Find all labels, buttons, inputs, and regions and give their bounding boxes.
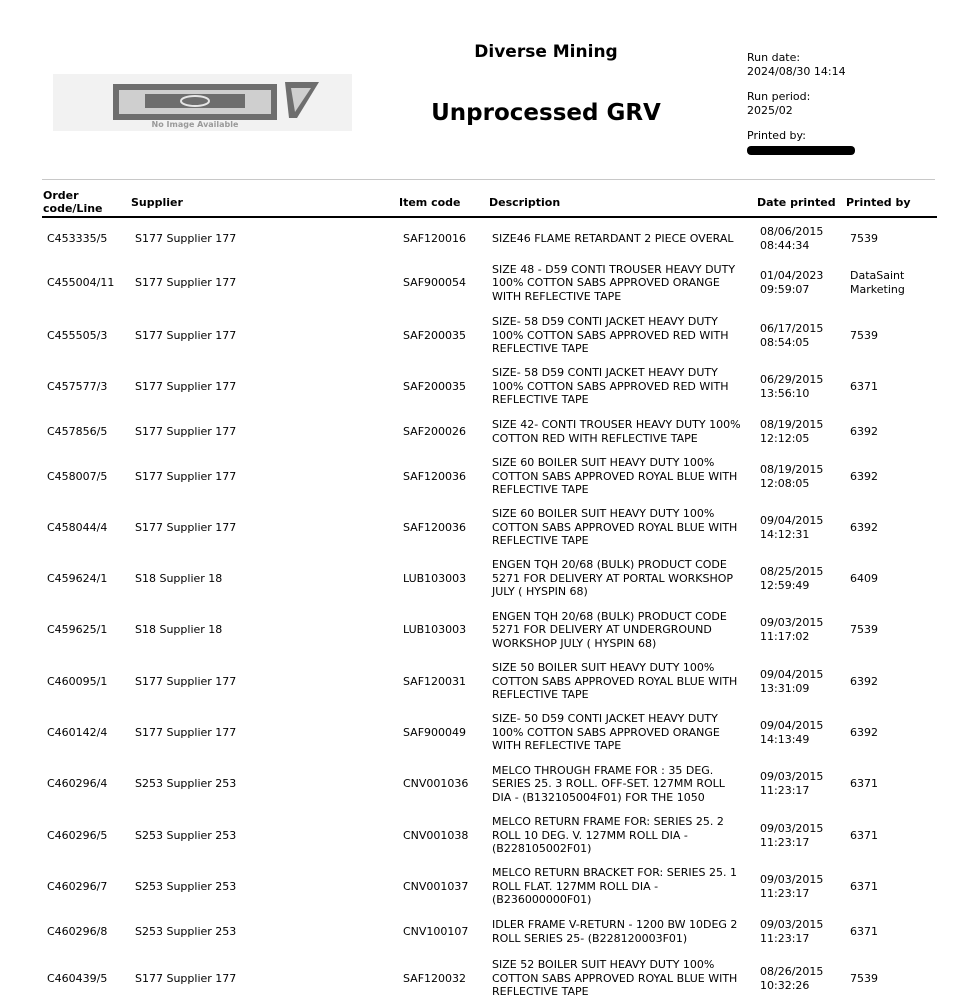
date-printed-cell xyxy=(760,222,845,256)
order-cell xyxy=(47,310,131,361)
description-cell xyxy=(492,656,754,707)
printed-by-cell-text: 6392 xyxy=(850,424,878,438)
item-code-cell xyxy=(403,502,485,553)
date-printed-cell xyxy=(760,912,845,952)
description-cell-text: SIZE 60 BOILER SUIT HEAVY DUTY 100% COTTON SABS APPROVED ROYAL BLUE WITH REFLECTIVE TAPE xyxy=(492,456,738,497)
date-printed-cell-text: 08/19/2015 12:12:05 xyxy=(760,417,824,445)
description-cell-text: SIZE 60 BOILER SUIT HEAVY DUTY 100% COTTON SABS APPROVED ROYAL BLUE WITH REFLECTIVE TAPE xyxy=(492,507,738,548)
description-cell-text: SIZE 50 BOILER SUIT HEAVY DUTY 100% COTTON SABS APPROVED ROYAL BLUE WITH REFLECTIVE TAPE xyxy=(492,661,738,702)
description-cell-text: SIZE- 58 D59 CONTI JACKET HEAVY DUTY 100% COTTON SABS APPROVED RED WITH REFLECTIVE TAPE xyxy=(492,366,729,407)
supplier-cell-text: S177 Supplier 177 xyxy=(135,276,237,290)
item-code-cell xyxy=(403,222,485,256)
printed-by-cell xyxy=(850,310,935,361)
description-cell xyxy=(492,553,754,604)
date-printed-cell xyxy=(760,861,845,912)
item-code-cell-text: CNV001037 xyxy=(403,879,469,893)
supplier-cell-text: S253 Supplier 253 xyxy=(135,777,237,791)
item-code-cell-text: CNV100107 xyxy=(403,925,469,939)
order-cell-text: C459625/1 xyxy=(47,623,108,637)
order-cell xyxy=(47,553,131,604)
printed-by-cell-text: 6392 xyxy=(850,520,878,534)
order-cell xyxy=(47,361,131,412)
supplier-cell-text: S253 Supplier 253 xyxy=(135,879,237,893)
item-code-cell xyxy=(403,256,485,310)
order-cell xyxy=(47,412,131,451)
order-cell-text: C460296/5 xyxy=(47,828,108,842)
item-code-cell-text: SAF200035 xyxy=(403,328,467,342)
date-printed-cell-text: 08/19/2015 12:08:05 xyxy=(760,462,824,490)
description-cell-text: SIZE46 FLAME RETARDANT 2 PIECE OVERAL xyxy=(492,232,734,246)
description-cell-text: MELCO RETURN BRACKET FOR: SERIES 25. 1 ROLL FLAT. 127MM ROLL DIA - (B236000000F01) xyxy=(492,866,738,907)
order-cell xyxy=(47,912,131,952)
date-printed-cell-text: 09/04/2015 14:12:31 xyxy=(760,513,824,541)
supplier-cell-text: S177 Supplier 177 xyxy=(135,379,237,393)
description-cell xyxy=(492,861,754,912)
order-cell xyxy=(47,502,131,553)
column-header-underline xyxy=(42,216,937,218)
supplier-cell xyxy=(135,451,395,502)
description-cell xyxy=(492,310,754,361)
printed-by-cell-text: 6371 xyxy=(850,879,878,893)
description-cell-text: ENGEN TQH 20/68 (BULK) PRODUCT CODE 5271 FOR DELIVERY AT PORTAL WORKSHOP JULY ( HYSPIN 68) xyxy=(492,558,734,599)
item-code-cell-text: SAF120031 xyxy=(403,674,467,688)
printed-by-cell-text: 7539 xyxy=(850,232,878,246)
supplier-cell xyxy=(135,952,395,1005)
run-period-block xyxy=(747,90,810,118)
date-printed-cell-text: 09/04/2015 13:31:09 xyxy=(760,667,824,695)
item-code-cell-text: SAF900049 xyxy=(403,725,467,739)
printed-by-cell-text: DataSaint Marketing xyxy=(850,269,905,296)
date-printed-cell xyxy=(760,604,845,656)
printed-by-cell xyxy=(850,553,935,604)
date-printed-cell-text: 09/03/2015 11:17:02 xyxy=(760,616,824,643)
item-code-cell-text: CNV001036 xyxy=(403,777,469,791)
table-row xyxy=(0,810,975,861)
printed-by-cell xyxy=(850,952,935,1005)
item-code-cell xyxy=(403,310,485,361)
description-cell xyxy=(492,604,754,656)
description-cell-text: SIZE 52 BOILER SUIT HEAVY DUTY 100% COTTON SABS APPROVED ROYAL BLUE WITH REFLECTIVE TAPE xyxy=(492,958,738,999)
supplier-cell-text: S177 Supplier 177 xyxy=(135,674,237,688)
supplier-cell-text: S18 Supplier 18 xyxy=(135,571,223,585)
description-cell xyxy=(492,412,754,451)
printed-by-cell xyxy=(850,412,935,451)
item-code-cell-text: SAF120036 xyxy=(403,520,467,534)
item-code-cell xyxy=(403,810,485,861)
supplier-cell xyxy=(135,810,395,861)
table-row xyxy=(0,502,975,553)
supplier-cell xyxy=(135,502,395,553)
description-cell xyxy=(492,451,754,502)
table-row xyxy=(0,222,975,256)
item-code-cell xyxy=(403,412,485,451)
date-printed-cell-text: 06/29/2015 13:56:10 xyxy=(760,372,824,400)
table-row xyxy=(0,256,975,310)
printed-by-cell xyxy=(850,810,935,861)
table-row xyxy=(0,451,975,502)
column-header-item-code: Item code xyxy=(399,195,461,209)
company-logo xyxy=(53,74,352,131)
item-code-cell xyxy=(403,707,485,758)
printed-by-cell-text: 6409 xyxy=(850,571,878,585)
description-cell xyxy=(492,707,754,758)
order-cell-text: C457856/5 xyxy=(47,424,108,438)
printed-by-cell xyxy=(850,222,935,256)
description-cell-text: SIZE- 58 D59 CONTI JACKET HEAVY DUTY 100% COTTON SABS APPROVED RED WITH REFLECTIVE TAPE xyxy=(492,315,729,356)
run-date-label: Run date: xyxy=(747,51,801,64)
header-divider xyxy=(42,179,935,180)
order-cell xyxy=(47,656,131,707)
column-header-date-printed: Date printed xyxy=(757,195,836,209)
date-printed-cell xyxy=(760,256,845,310)
printed-by-cell xyxy=(850,604,935,656)
printed-by-cell xyxy=(850,707,935,758)
date-printed-cell xyxy=(760,361,845,412)
supplier-cell xyxy=(135,912,395,952)
date-printed-cell xyxy=(760,656,845,707)
description-cell-text: MELCO RETURN FRAME FOR: SERIES 25. 2 ROLL 10 DEG. V. 127MM ROLL DIA - (B228105002F01) xyxy=(492,815,724,856)
supplier-cell-text: S177 Supplier 177 xyxy=(135,971,237,985)
description-cell xyxy=(492,758,754,810)
printed-by-cell-text: 6371 xyxy=(850,379,878,393)
item-code-cell xyxy=(403,758,485,810)
printed-by-cell xyxy=(850,256,935,310)
order-cell-text: C455004/11 xyxy=(47,276,115,290)
supplier-cell-text: S177 Supplier 177 xyxy=(135,520,237,534)
order-cell xyxy=(47,758,131,810)
date-printed-cell-text: 09/03/2015 11:23:17 xyxy=(760,770,824,797)
date-printed-cell-text: 01/04/2023 09:59:07 xyxy=(760,269,824,296)
order-cell xyxy=(47,952,131,1005)
supplier-cell xyxy=(135,707,395,758)
printed-by-cell-text: 6371 xyxy=(850,925,878,939)
item-code-cell-text: SAF200026 xyxy=(403,424,467,438)
order-cell-text: C455505/3 xyxy=(47,328,108,342)
table-row xyxy=(0,412,975,451)
order-cell xyxy=(47,604,131,656)
item-code-cell xyxy=(403,451,485,502)
printed-by-cell-text: 6371 xyxy=(850,777,878,791)
order-cell-text: C460439/5 xyxy=(47,971,108,985)
description-cell-text: ENGEN TQH 20/68 (BULK) PRODUCT CODE 5271 FOR DELIVERY AT UNDERGROUND WORKSHOP JULY ( HYSPIN 68) xyxy=(492,609,727,650)
table-row xyxy=(0,361,975,412)
table-row xyxy=(0,604,975,656)
printed-by-cell xyxy=(850,451,935,502)
date-printed-cell-text: 08/25/2015 12:59:49 xyxy=(760,564,824,592)
supplier-cell xyxy=(135,604,395,656)
description-cell xyxy=(492,256,754,310)
description-cell-text: SIZE- 50 D59 CONTI JACKET HEAVY DUTY 100% COTTON SABS APPROVED ORANGE WITH REFLECTIVE TAPE xyxy=(492,712,720,753)
description-cell xyxy=(492,912,754,952)
item-code-cell xyxy=(403,553,485,604)
date-printed-cell xyxy=(760,707,845,758)
printed-by-cell-text: 7539 xyxy=(850,971,878,985)
printed-by-cell xyxy=(850,502,935,553)
order-cell-text: C460296/8 xyxy=(47,925,108,939)
description-cell xyxy=(492,502,754,553)
printed-by-cell xyxy=(850,656,935,707)
supplier-cell-text: S177 Supplier 177 xyxy=(135,725,237,739)
supplier-cell-text: S177 Supplier 177 xyxy=(135,232,237,246)
table-row xyxy=(0,758,975,810)
item-code-cell xyxy=(403,361,485,412)
item-code-cell-text: SAF120016 xyxy=(403,232,467,246)
description-cell-text: SIZE 42- CONTI TROUSER HEAVY DUTY 100% COTTON RED WITH REFLECTIVE TAPE xyxy=(492,417,741,445)
item-code-cell xyxy=(403,604,485,656)
supplier-cell-text: S253 Supplier 253 xyxy=(135,925,237,939)
order-cell xyxy=(47,707,131,758)
column-header-printed-by: Printed by xyxy=(846,195,911,209)
description-cell xyxy=(492,810,754,861)
date-printed-cell xyxy=(760,412,845,451)
printed-by-cell xyxy=(850,861,935,912)
run-period-value: 2025/02 xyxy=(747,104,793,117)
date-printed-cell xyxy=(760,553,845,604)
date-printed-cell xyxy=(760,758,845,810)
description-cell xyxy=(492,222,754,256)
item-code-cell-text: SAF900054 xyxy=(403,276,467,290)
supplier-cell xyxy=(135,758,395,810)
description-cell-text: IDLER FRAME V-RETURN - 1200 BW 10DEG 2 ROLL SERIES 25- (B228120003F01) xyxy=(492,918,738,945)
supplier-cell xyxy=(135,310,395,361)
date-printed-cell xyxy=(760,810,845,861)
supplier-cell xyxy=(135,553,395,604)
report-title: Unprocessed GRV xyxy=(431,100,661,126)
table-row xyxy=(0,952,975,1005)
supplier-cell xyxy=(135,222,395,256)
supplier-cell-text: S253 Supplier 253 xyxy=(135,828,237,842)
order-cell xyxy=(47,222,131,256)
table-row xyxy=(0,553,975,604)
order-cell-text: C460095/1 xyxy=(47,674,108,688)
column-header-supplier: Supplier xyxy=(131,195,183,209)
printed-by-cell-text: 6371 xyxy=(850,828,878,842)
table-row xyxy=(0,310,975,361)
supplier-cell-text: S177 Supplier 177 xyxy=(135,424,237,438)
item-code-cell-text: SAF200035 xyxy=(403,379,467,393)
description-cell-text: MELCO THROUGH FRAME FOR : 35 DEG. SERIES 25. 3 ROLL. OFF-SET. 127MM ROLL DIA - (B132105004F01) FOR THE 1050 xyxy=(492,763,725,804)
order-cell-text: C459624/1 xyxy=(47,571,108,585)
column-header-description: Description xyxy=(489,195,561,209)
order-cell-text: C453335/5 xyxy=(47,232,108,246)
supplier-cell-text: S18 Supplier 18 xyxy=(135,623,223,637)
printed-by-cell xyxy=(850,361,935,412)
printed-by-cell xyxy=(850,912,935,952)
item-code-cell xyxy=(403,656,485,707)
table-row xyxy=(0,912,975,952)
item-code-cell xyxy=(403,861,485,912)
company-name: Diverse Mining xyxy=(474,42,618,62)
run-period-label: Run period: xyxy=(747,90,811,103)
date-printed-cell-text: 09/04/2015 14:13:49 xyxy=(760,718,824,746)
table-row xyxy=(0,861,975,912)
printed-by-cell xyxy=(850,758,935,810)
order-cell-text: C460296/4 xyxy=(47,777,108,791)
order-cell-text: C460142/4 xyxy=(47,725,108,739)
order-cell-text: C457577/3 xyxy=(47,379,108,393)
description-cell-text: SIZE 48 - D59 CONTI TROUSER HEAVY DUTY 100% COTTON SABS APPROVED ORANGE WITH REFLECTIVE TAPE xyxy=(492,262,736,303)
item-code-cell xyxy=(403,952,485,1005)
date-printed-cell-text: 09/03/2015 11:23:17 xyxy=(760,918,824,945)
date-printed-cell-text: 08/06/2015 08:44:34 xyxy=(760,225,824,252)
date-printed-cell xyxy=(760,952,845,1005)
order-cell xyxy=(47,256,131,310)
run-date-block xyxy=(747,51,846,79)
item-code-cell-text: CNV001038 xyxy=(403,828,469,842)
printed-by-cell-text: 7539 xyxy=(850,328,878,342)
supplier-cell-text: S177 Supplier 177 xyxy=(135,469,237,483)
supplier-cell xyxy=(135,361,395,412)
date-printed-cell-text: 08/26/2015 10:32:26 xyxy=(760,964,824,992)
date-printed-cell-text: 09/03/2015 11:23:17 xyxy=(760,872,824,900)
order-cell-text: C458007/5 xyxy=(47,469,108,483)
order-cell-text: C458044/4 xyxy=(47,520,108,534)
item-code-cell-text: LUB103003 xyxy=(403,571,467,585)
item-code-cell-text: SAF120032 xyxy=(403,971,467,985)
table-row xyxy=(0,656,975,707)
item-code-cell-text: SAF120036 xyxy=(403,469,467,483)
description-cell xyxy=(492,952,754,1005)
supplier-cell xyxy=(135,656,395,707)
date-printed-cell xyxy=(760,502,845,553)
description-cell xyxy=(492,361,754,412)
table-row xyxy=(0,707,975,758)
printed-by-cell-text: 6392 xyxy=(850,674,878,688)
order-cell xyxy=(47,451,131,502)
printed-by-cell-text: 6392 xyxy=(850,725,878,739)
supplier-cell xyxy=(135,861,395,912)
no-image-placeholder-icon xyxy=(53,74,352,131)
printed-by-block xyxy=(747,129,855,155)
column-header-order: Order code/Line xyxy=(43,189,103,215)
supplier-cell xyxy=(135,412,395,451)
order-cell xyxy=(47,810,131,861)
grv-table xyxy=(0,222,975,1005)
date-printed-cell xyxy=(760,451,845,502)
order-cell xyxy=(47,861,131,912)
date-printed-cell-text: 06/17/2015 08:54:05 xyxy=(760,321,824,349)
order-cell-text: C460296/7 xyxy=(47,879,108,893)
item-code-cell-text: LUB103003 xyxy=(403,623,467,637)
supplier-cell xyxy=(135,256,395,310)
printed-by-cell-text: 6392 xyxy=(850,469,878,483)
date-printed-cell xyxy=(760,310,845,361)
date-printed-cell-text: 09/03/2015 11:23:17 xyxy=(760,821,824,849)
printed-by-label: Printed by: xyxy=(747,129,806,142)
redacted-printed-by xyxy=(747,146,855,155)
printed-by-cell-text: 7539 xyxy=(850,623,878,637)
logo-text: No Image Available xyxy=(151,120,239,129)
item-code-cell xyxy=(403,912,485,952)
supplier-cell-text: S177 Supplier 177 xyxy=(135,328,237,342)
run-date-value: 2024/08/30 14:14 xyxy=(747,65,846,78)
